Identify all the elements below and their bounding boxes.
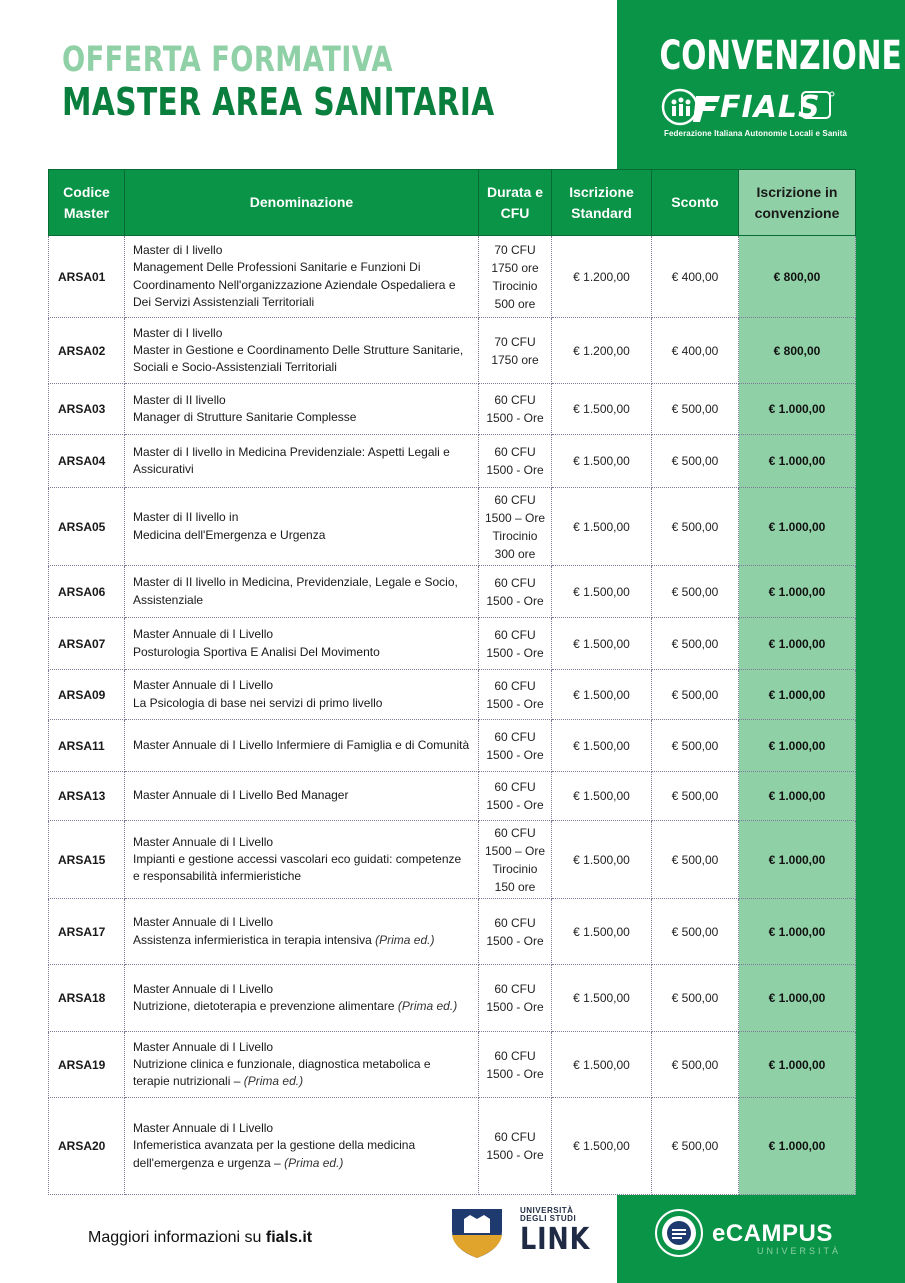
edition-note: (Prima ed.) — [284, 1155, 344, 1170]
table-row — [49, 566, 856, 618]
cell-discount: € 500,00 — [652, 488, 739, 566]
denomination-line: La Psicologia di base nei servizi di primo livello — [133, 695, 383, 710]
convention-title-text: CONVENZIONE — [659, 33, 902, 79]
cell-standard-price: € 1.500,00 — [552, 965, 652, 1032]
convention-title — [617, 33, 905, 79]
cell-duration — [479, 488, 552, 566]
cell-convention-price: € 1.000,00 — [739, 821, 856, 899]
link-small-2: DEGLI STUDI — [520, 1214, 577, 1224]
denomination-line: Master Annuale di I Livello — [133, 981, 274, 996]
duration-line: Tirocinio — [492, 528, 538, 543]
cell-convention-price: € 1.000,00 — [739, 1032, 856, 1098]
denomination-line: Impianti e gestione accessi vascolari eco guidati: competenze e responsabilità infermieristiche — [133, 851, 462, 884]
cell-discount: € 500,00 — [652, 566, 739, 618]
cell-standard-price: € 1.500,00 — [552, 566, 652, 618]
cell-standard-price: € 1.500,00 — [552, 618, 652, 670]
denomination-line: Infemeristica avanzata per la gestione della medicina dell'emergenza e urgenza – — [133, 1138, 416, 1170]
duration-line: 60 CFU — [494, 780, 536, 794]
denomination-line-wrap — [133, 932, 470, 949]
denomination-line: Master Annuale di I Livello — [133, 1039, 274, 1054]
cell-code: ARSA05 — [49, 488, 125, 566]
cell-discount: € 500,00 — [652, 618, 739, 670]
duration-line: 60 CFU — [494, 982, 536, 996]
header-convention: Iscrizione in convenzione — [739, 170, 856, 236]
denomination-line: Manager di Strutture Sanitarie Complesse — [133, 410, 357, 424]
cell-discount: € 500,00 — [652, 384, 739, 435]
denomination-line: Master Annuale di I Livello — [133, 678, 274, 693]
cell-code: ARSA07 — [49, 618, 125, 670]
ecampus-icon — [654, 1208, 704, 1258]
link-big: LINK — [520, 1221, 591, 1257]
cell-standard-price: € 1.500,00 — [552, 1098, 652, 1195]
cell-denomination — [125, 965, 479, 1032]
link-university-text — [520, 1207, 603, 1255]
duration-line: 1500 - Ore — [486, 463, 544, 477]
duration-line: 70 CFU — [494, 334, 536, 349]
cell-discount: € 400,00 — [652, 318, 739, 384]
cell-convention-price: € 1.000,00 — [739, 488, 856, 566]
cell-convention-price: € 1.000,00 — [739, 772, 856, 821]
master-table — [48, 169, 856, 1195]
cell-code: ARSA09 — [49, 670, 125, 720]
cell-code: ARSA18 — [49, 965, 125, 1032]
cell-standard-price: € 1.500,00 — [552, 384, 652, 435]
duration-line: 1500 - Ore — [486, 411, 544, 425]
cell-denomination — [125, 236, 479, 318]
cell-discount: € 500,00 — [652, 1032, 739, 1098]
duration-line: 1500 - Ore — [486, 798, 544, 812]
denomination-line: Master di I livello — [133, 243, 223, 258]
cell-code: ARSA19 — [49, 1032, 125, 1098]
more-info — [88, 1229, 312, 1247]
header-name: Denominazione — [125, 170, 479, 236]
denomination-line: Assistenza infermieristica in terapia intensiva — [133, 932, 372, 947]
cell-denomination — [125, 670, 479, 720]
cell-denomination — [125, 488, 479, 566]
cell-code: ARSA15 — [49, 821, 125, 899]
duration-line: 1500 - Ore — [486, 696, 544, 711]
header-discount: Sconto — [652, 170, 739, 236]
denomination-line: Master Annuale di I Livello Bed Manager — [133, 788, 349, 803]
cell-convention-price: € 800,00 — [739, 236, 856, 318]
cell-duration — [479, 236, 552, 318]
table-body — [49, 236, 856, 1195]
cell-standard-price: € 1.500,00 — [552, 899, 652, 965]
cell-discount: € 500,00 — [652, 435, 739, 488]
cell-code: ARSA01 — [49, 236, 125, 318]
denomination-line: Master Annuale di I Livello — [133, 915, 274, 930]
cell-convention-price: € 1.000,00 — [739, 435, 856, 488]
duration-line: Tirocinio — [492, 278, 538, 293]
header-code: Codice Master — [49, 170, 125, 236]
fials-link[interactable]: fials.it — [265, 1229, 313, 1246]
header-duration: Durata e CFU — [479, 170, 552, 236]
cell-convention-price: € 1.000,00 — [739, 384, 856, 435]
duration-line: 60 CFU — [494, 575, 536, 590]
duration-line: 60 CFU — [494, 1048, 536, 1063]
title-master: MASTER AREA SANITARIA — [62, 80, 495, 124]
duration-line: 1750 ore — [491, 260, 539, 275]
denomination-line: Master di I livello — [133, 325, 223, 340]
cell-code: ARSA03 — [49, 384, 125, 435]
duration-line: 60 CFU — [494, 627, 536, 642]
denomination-line: Master di II livello — [133, 392, 226, 407]
more-info-text: Maggiori informazioni su — [88, 1229, 266, 1246]
denomination-line: Nutrizione, dietoterapia e prevenzione alimentare — [133, 999, 395, 1013]
duration-line: 1500 - Ore — [486, 933, 544, 948]
cell-discount: € 500,00 — [652, 720, 739, 772]
duration-line: 1500 - Ore — [486, 593, 544, 608]
title-block — [62, 40, 617, 124]
cell-code: ARSA20 — [49, 1098, 125, 1195]
link-small-1: UNIVERSITÀ — [520, 1206, 574, 1215]
duration-line: 60 CFU — [494, 825, 536, 840]
table-row — [49, 318, 856, 384]
cell-denomination — [125, 318, 479, 384]
duration-line: 1750 ore — [491, 352, 539, 367]
denomination-line: Master di II livello in Medicina, Previdenziale, Legale e Socio, Assistenziale — [133, 575, 458, 607]
duration-line: Tirocinio — [492, 861, 538, 876]
denomination-line: Nutrizione clinica e funzionale, diagnostica metabolica e terapie nutrizionali – — [133, 1056, 431, 1089]
denomination-line: Master di I livello in Medicina Previdenziale: Aspetti Legali e Assicurativi — [133, 444, 450, 476]
denomination-line: Posturologia Sportiva E Analisi Del Movimento — [133, 644, 380, 659]
ecampus-logo — [654, 1208, 704, 1258]
cell-denomination — [125, 772, 479, 821]
cell-standard-price: € 1.500,00 — [552, 821, 652, 899]
cell-denomination — [125, 720, 479, 772]
duration-line: 60 CFU — [494, 1130, 536, 1144]
cell-convention-price: € 1.000,00 — [739, 899, 856, 965]
table-row — [49, 236, 856, 318]
table-row — [49, 670, 856, 720]
duration-line: 1500 – Ore — [484, 843, 546, 858]
denomination-line: Master Annuale di I Livello — [133, 1121, 274, 1136]
cell-denomination — [125, 435, 479, 488]
fials-logo-text: FIALS — [720, 90, 821, 125]
duration-line: 1500 - Ore — [486, 1148, 544, 1162]
cell-discount: € 500,00 — [652, 1098, 739, 1195]
link-university-logo — [450, 1205, 504, 1259]
denomination-line: Medicina dell'Emergenza e Urgenza — [133, 527, 326, 542]
cell-standard-price: € 1.500,00 — [552, 720, 652, 772]
cell-denomination — [125, 821, 479, 899]
cell-convention-price: € 1.000,00 — [739, 965, 856, 1032]
denomination-line: Management Delle Professioni Sanitarie e Funzioni Di Coordinamento Nell'organizzazione Aziendale Ospedaliera e Dei Servizi Assistenziali Territoriali — [133, 260, 456, 309]
cell-code: ARSA02 — [49, 318, 125, 384]
denomination-line: Master in Gestione e Coordinamento Delle Strutture Sanitarie, Sociali e Socio-Assistenziali Territoriali — [133, 342, 464, 375]
header-standard: Iscrizione Standard — [552, 170, 652, 236]
denomination-line-wrap — [133, 1137, 470, 1171]
cell-convention-price: € 800,00 — [739, 318, 856, 384]
ecampus-text: eCAMPUS — [712, 1220, 833, 1247]
edition-note: (Prima ed.) — [375, 932, 435, 947]
table-row — [49, 384, 856, 435]
table-row — [49, 772, 856, 821]
title-offerta: OFFERTA FORMATIVA — [62, 40, 393, 80]
cell-code: ARSA13 — [49, 772, 125, 821]
denomination-line: Master Annuale di I Livello — [133, 834, 274, 849]
edition-note: (Prima ed.) — [397, 999, 458, 1013]
duration-line: 60 CFU — [494, 729, 536, 744]
table-row — [49, 488, 856, 566]
cell-standard-price: € 1.200,00 — [552, 318, 652, 384]
cell-standard-price: € 1.500,00 — [552, 772, 652, 821]
cell-standard-price: € 1.500,00 — [552, 670, 652, 720]
cell-convention-price: € 1.000,00 — [739, 566, 856, 618]
cell-convention-price: € 1.000,00 — [739, 1098, 856, 1195]
table-row — [49, 618, 856, 670]
cell-code: ARSA06 — [49, 566, 125, 618]
cell-code: ARSA11 — [49, 720, 125, 772]
cell-standard-price: € 1.200,00 — [552, 236, 652, 318]
table-row — [49, 821, 856, 899]
table-header-row — [49, 170, 856, 236]
table-row — [49, 435, 856, 488]
table-row — [49, 1098, 856, 1195]
table-row — [49, 1032, 856, 1098]
table-row — [49, 965, 856, 1032]
cell-discount: € 500,00 — [652, 965, 739, 1032]
cell-duration — [479, 618, 552, 670]
duration-line: 150 ore — [494, 879, 536, 894]
fials-caption: Federazione Italiana Autonomie Locali e Sanità — [664, 129, 848, 138]
cell-duration — [479, 566, 552, 618]
cell-code: ARSA17 — [49, 899, 125, 965]
cell-standard-price: € 1.500,00 — [552, 435, 652, 488]
cell-standard-price: € 1.500,00 — [552, 488, 652, 566]
duration-line: 300 ore — [494, 546, 536, 561]
duration-line: 60 CFU — [494, 393, 536, 407]
duration-line: 60 CFU — [494, 445, 536, 459]
duration-line: 1500 - Ore — [486, 1066, 544, 1081]
cell-discount: € 500,00 — [652, 899, 739, 965]
cell-denomination — [125, 1098, 479, 1195]
cell-duration — [479, 772, 552, 821]
cell-duration — [479, 1032, 552, 1098]
duration-line: 1500 - Ore — [486, 747, 544, 762]
cell-convention-price: € 1.000,00 — [739, 618, 856, 670]
edition-note: (Prima ed.) — [243, 1074, 304, 1089]
cell-discount: € 500,00 — [652, 670, 739, 720]
cell-duration — [479, 318, 552, 384]
cell-duration — [479, 435, 552, 488]
duration-line: 500 ore — [494, 296, 536, 311]
link-shield-icon — [450, 1205, 504, 1259]
cell-denomination — [125, 618, 479, 670]
duration-line: 1500 - Ore — [486, 645, 544, 660]
denomination-line: Master Annuale di I Livello Infermiere di Famiglia e di Comunità — [133, 737, 470, 752]
cell-denomination — [125, 566, 479, 618]
duration-line: 60 CFU — [494, 492, 536, 507]
cell-duration — [479, 965, 552, 1032]
cell-duration — [479, 720, 552, 772]
ecampus-sub: UNIVERSITÀ — [757, 1246, 842, 1256]
duration-line: 60 CFU — [494, 678, 536, 693]
denomination-line: Master di II livello in — [133, 510, 239, 525]
duration-line: 1500 – Ore — [484, 510, 546, 525]
cell-duration — [479, 670, 552, 720]
cell-code: ARSA04 — [49, 435, 125, 488]
duration-line: 70 CFU — [494, 242, 536, 257]
denomination-line-wrap — [133, 1056, 470, 1090]
cell-convention-price: € 1.000,00 — [739, 720, 856, 772]
cell-duration — [479, 1098, 552, 1195]
cell-discount: € 400,00 — [652, 236, 739, 318]
table-row — [49, 899, 856, 965]
table-row — [49, 720, 856, 772]
denomination-line: Master Annuale di I Livello — [133, 627, 274, 642]
duration-line: 60 CFU — [494, 915, 536, 930]
cell-denomination — [125, 899, 479, 965]
cell-denomination — [125, 1032, 479, 1098]
cell-discount: € 500,00 — [652, 772, 739, 821]
cell-discount: € 500,00 — [652, 821, 739, 899]
cell-standard-price: € 1.500,00 — [552, 1032, 652, 1098]
cell-duration — [479, 899, 552, 965]
cell-denomination — [125, 384, 479, 435]
cell-convention-price: € 1.000,00 — [739, 670, 856, 720]
duration-line: 1500 - Ore — [486, 1000, 544, 1014]
denomination-line-wrap — [133, 998, 470, 1015]
cell-duration — [479, 821, 552, 899]
cell-duration — [479, 384, 552, 435]
